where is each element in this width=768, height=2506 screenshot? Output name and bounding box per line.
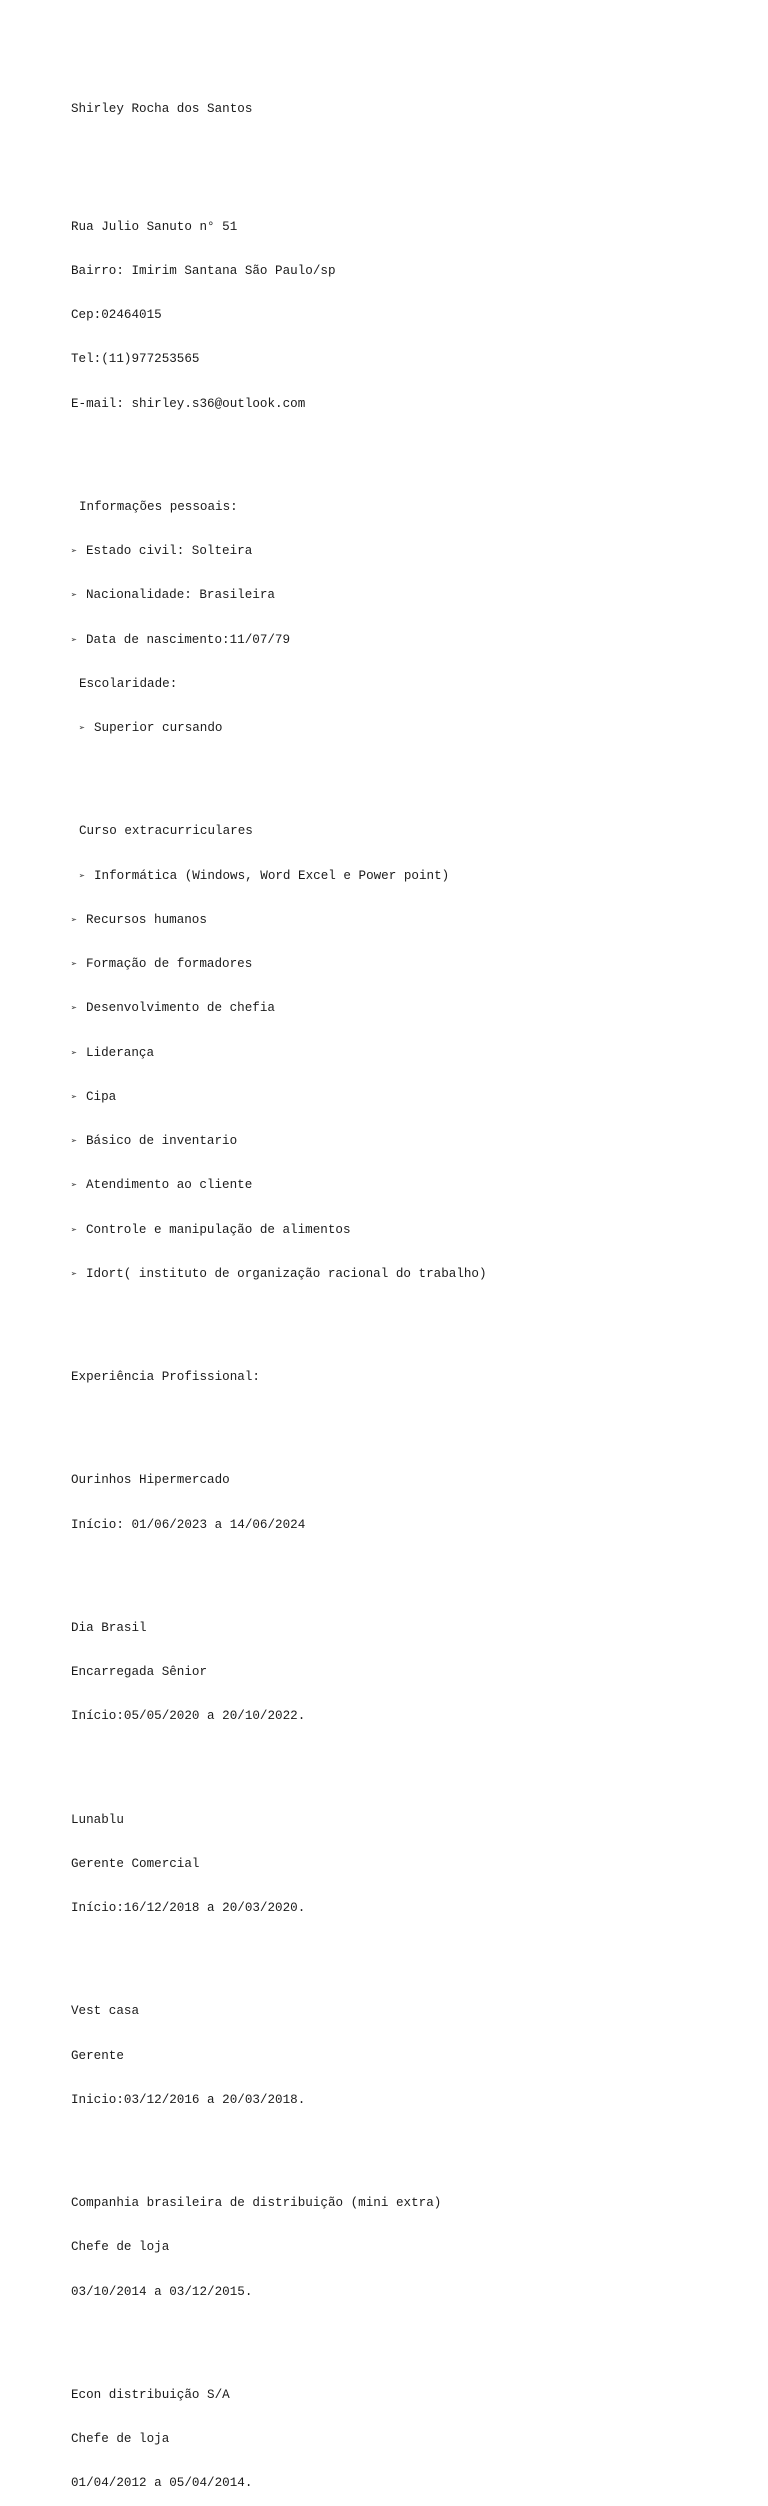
district-line: Bairro: Imirim Santana São Paulo/sp <box>71 263 336 278</box>
job-period: 03/10/2014 a 03/12/2015. <box>71 2284 253 2299</box>
education-heading: Escolaridade: <box>79 676 178 691</box>
job-period: Inicio:03/12/2016 a 20/03/2018. <box>71 2092 306 2107</box>
bullet-arrow-icon: ➢ <box>71 1225 78 1237</box>
job-company: Vest casa <box>71 2004 140 2019</box>
resume-document <box>71 72 751 2506</box>
job-period: Início: 01/06/2023 a 14/06/2024 <box>71 1517 306 1532</box>
spacer <box>71 146 751 176</box>
personal-item: ➢ Data de nascimento:11/07/79 <box>71 633 751 648</box>
job-role: Encarregada Sênior <box>71 1665 208 1679</box>
job-role: Gerente Comercial <box>71 1856 200 1871</box>
bullet-arrow-icon: ➢ <box>71 635 78 647</box>
bullet-arrow-icon: ➢ <box>71 1137 78 1148</box>
spacer <box>71 1562 751 1577</box>
spacer <box>71 1311 751 1326</box>
spacer <box>71 1414 751 1429</box>
course-item: ➢ Formação de formadores <box>71 957 751 972</box>
bullet-arrow-icon: ➢ <box>71 1048 78 1060</box>
bullet-arrow-icon: ➢ <box>71 1181 78 1193</box>
experience-heading: Experiência Profissional: <box>71 1370 260 1384</box>
course-item: ➢ Desenvolvimento de chefia <box>71 1001 751 1016</box>
spacer <box>71 441 751 456</box>
bullet-arrow-icon: ➢ <box>71 960 78 971</box>
bullet-arrow-icon: ➢ <box>71 915 78 927</box>
bullet-arrow-icon: ➢ <box>71 1269 78 1281</box>
job-period: Início:05/05/2020 a 20/10/2022. <box>71 1709 306 1724</box>
course-item: ➢ Idort( instituto de organização racional do trabalho) <box>71 1267 751 1282</box>
spacer <box>71 2329 751 2344</box>
course-item: ➢ Controle e manipulação de alimentos <box>71 1223 751 1238</box>
bullet-arrow-icon: ➢ <box>71 1092 78 1104</box>
job-period: Início:16/12/2018 a 20/03/2020. <box>71 1901 306 1915</box>
spacer <box>71 1945 751 1960</box>
personal-item: ➢ Estado civil: Solteira <box>71 544 751 559</box>
course-item: ➢ Cipa <box>71 1090 751 1105</box>
tel-line: Tel:(11)977253565 <box>71 352 200 367</box>
job-company: Ourinhos Hipermercado <box>71 1473 230 1488</box>
spacer <box>71 765 751 780</box>
email-line: E-mail: shirley.s36@outlook.com <box>71 396 306 411</box>
bullet-arrow-icon: ➢ <box>79 871 86 883</box>
course-item: ➢ Recursos humanos <box>71 913 751 928</box>
address-line: Rua Julio Sanuto n° 51 <box>71 219 238 234</box>
spacer <box>71 1754 751 1769</box>
spacer <box>71 2137 751 2152</box>
course-item: ➢ Atendimento ao cliente <box>71 1178 751 1193</box>
cep-line: Cep:02464015 <box>71 308 162 322</box>
job-company: Lunablu <box>71 1812 124 1827</box>
job-period: 01/04/2012 a 05/04/2014. <box>71 2476 253 2491</box>
job-company: Dia Brasil <box>71 1620 147 1635</box>
personal-info-heading: Informações pessoais: <box>79 499 238 514</box>
bullet-arrow-icon: ➢ <box>71 1004 78 1016</box>
job-role: Chefe de loja <box>71 2432 170 2446</box>
job-company: Companhia brasileira de distribuição (mini extra) <box>71 2196 442 2210</box>
bullet-arrow-icon: ➢ <box>79 724 86 735</box>
job-company: Econ distribuição S/A <box>71 2387 230 2402</box>
education-item: ➢ Superior cursando <box>71 721 751 736</box>
job-role: Chefe de loja <box>71 2240 170 2255</box>
bullet-arrow-icon: ➢ <box>71 591 78 603</box>
personal-item: ➢ Nacionalidade: Brasileira <box>71 588 751 603</box>
bullet-arrow-icon: ➢ <box>71 547 78 558</box>
course-item: ➢ Básico de inventario <box>71 1134 751 1149</box>
course-item: ➢ Informática (Windows, Word Excel e Power point) <box>71 869 751 884</box>
person-name: Shirley Rocha dos Santos <box>71 101 253 116</box>
job-role: Gerente <box>71 2048 124 2063</box>
courses-heading: Curso extracurriculares <box>79 824 253 839</box>
course-item: ➢ Liderança <box>71 1046 751 1061</box>
